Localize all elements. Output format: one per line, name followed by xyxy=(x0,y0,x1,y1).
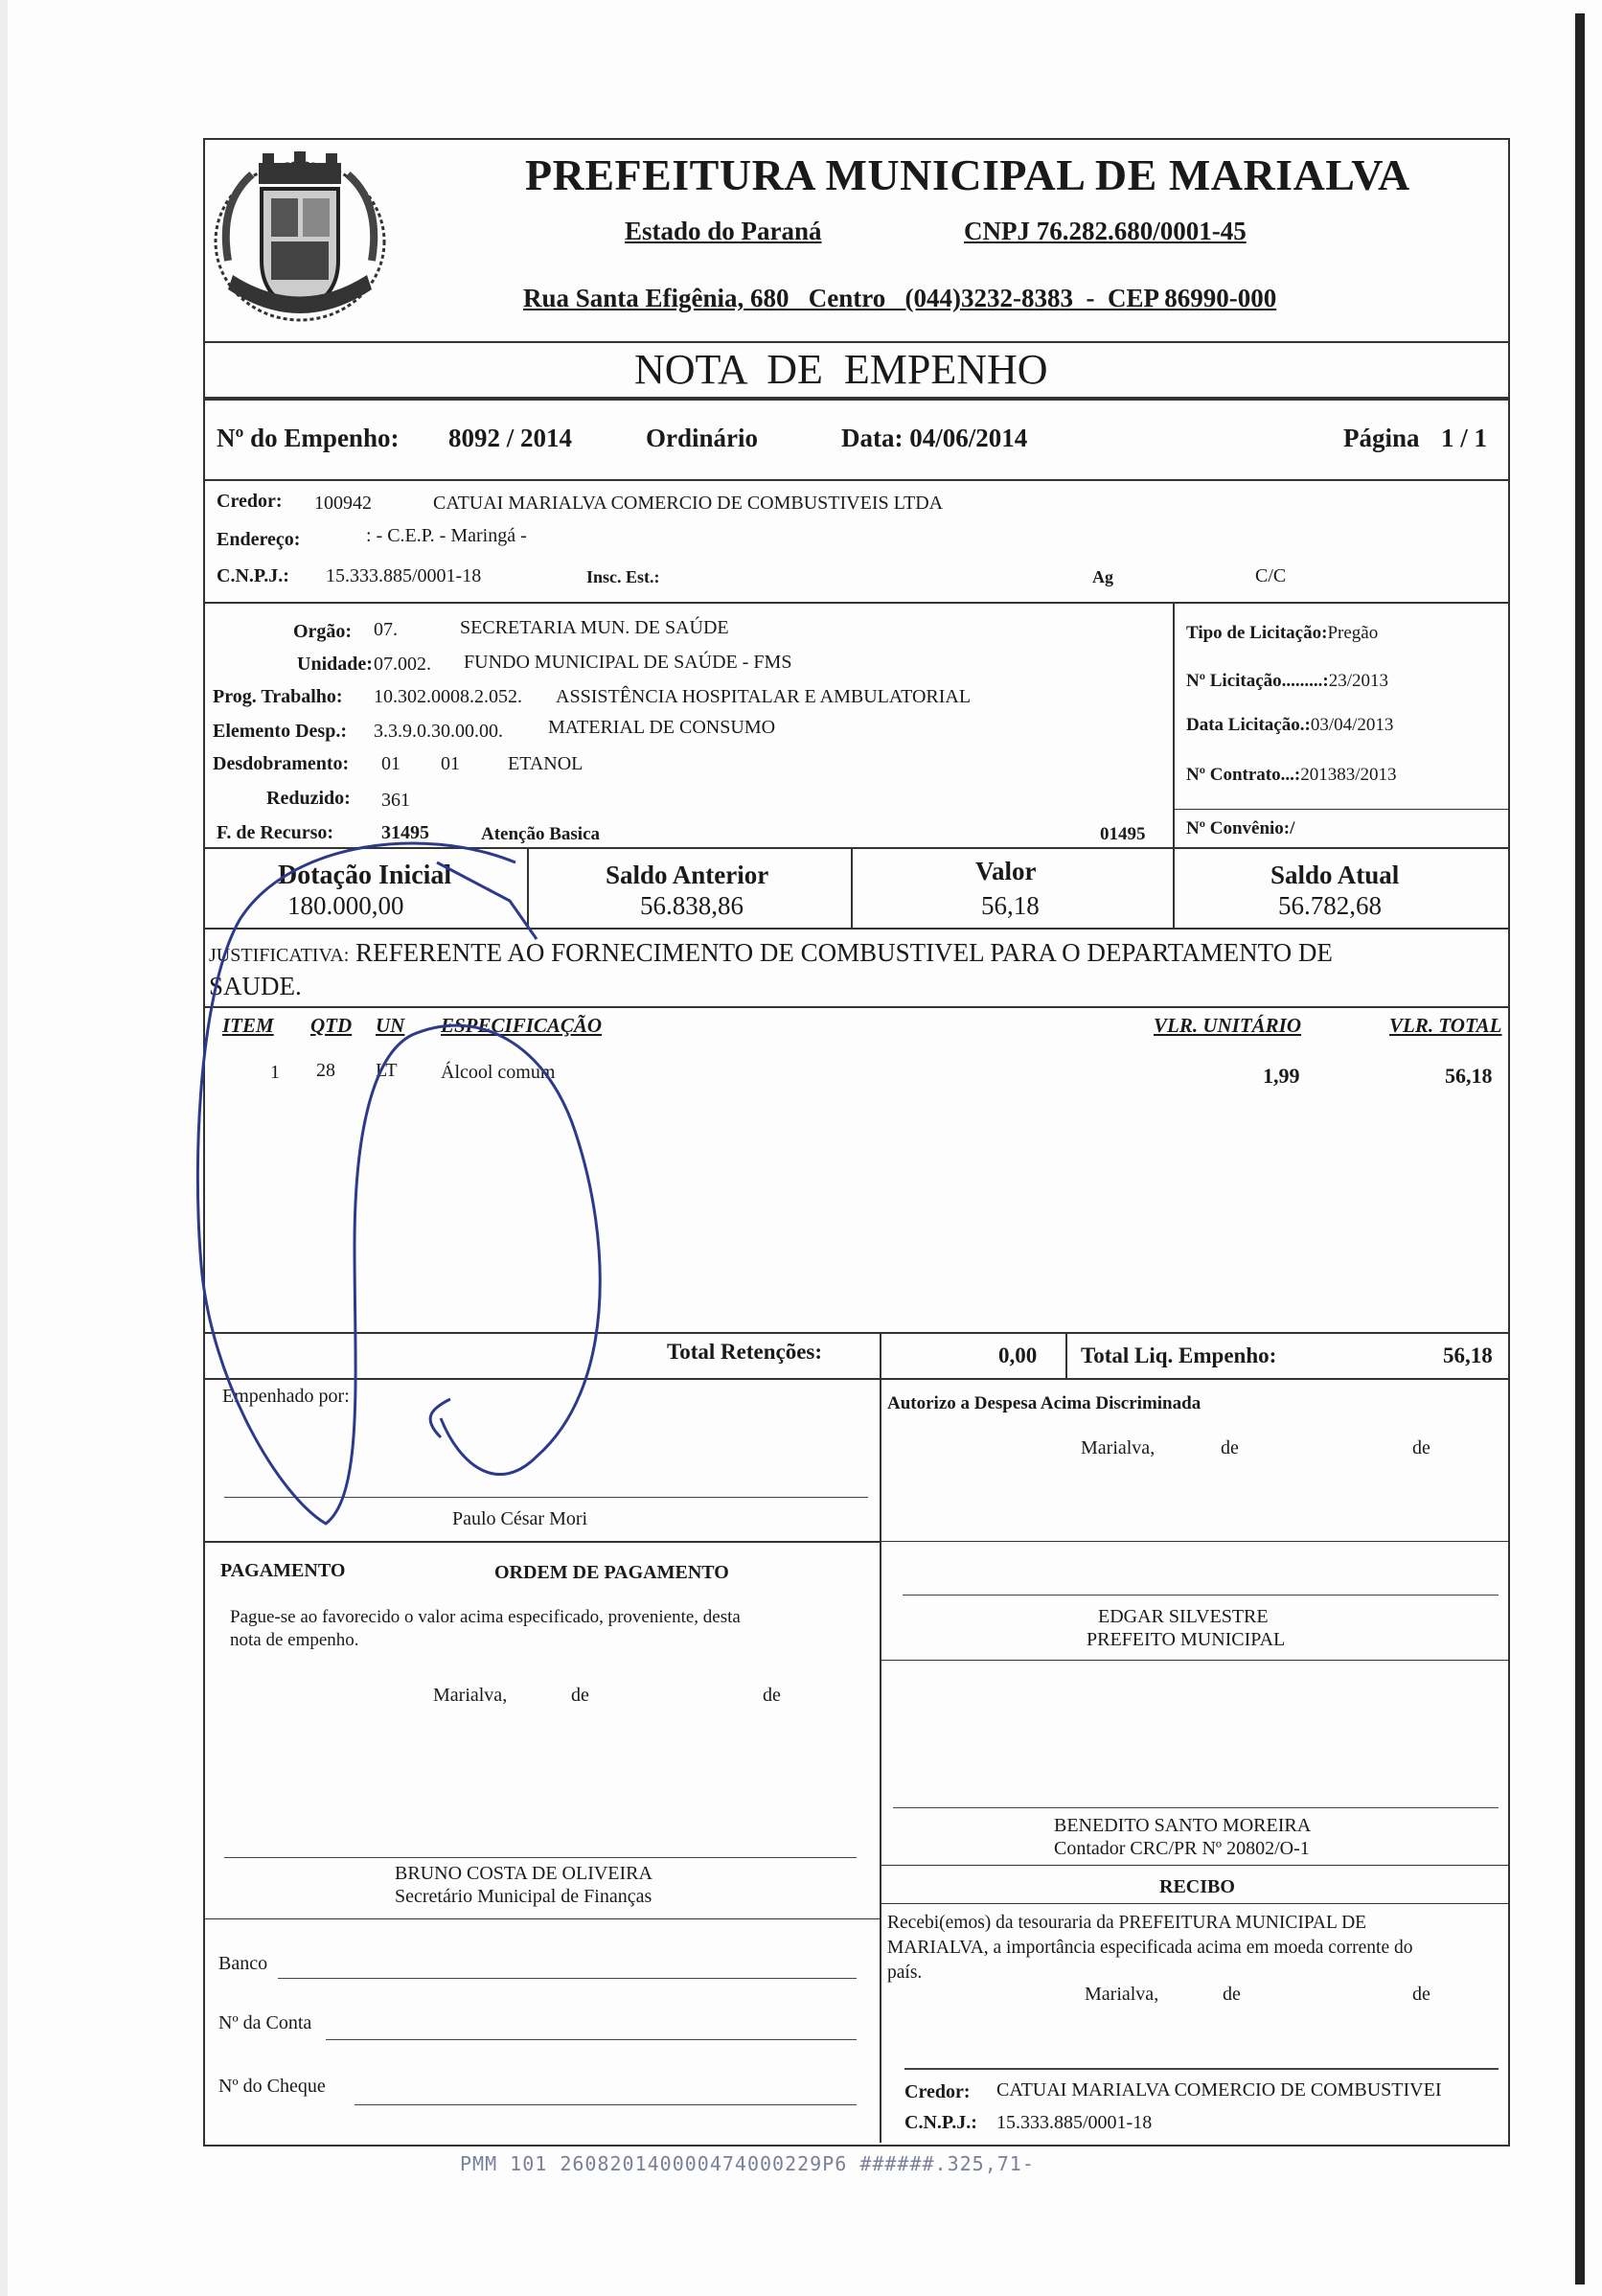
recibo-text-1: Recebi(emos) da tesouraria da PREFEITURA MUNICIPAL DE xyxy=(887,1913,1367,1933)
valor-value: 56,18 xyxy=(981,891,1040,920)
unidade-name: FUNDO MUNICIPAL DE SAÚDE - FMS xyxy=(464,652,792,673)
licitacao-date-label: Data Licitação.: xyxy=(1186,715,1311,735)
col-vlr-total: VLR. TOTAL xyxy=(1389,1014,1502,1037)
desdobramento-b: 01 xyxy=(441,753,460,774)
col-item: ITEM xyxy=(222,1014,274,1037)
ordem-pagamento-label: ORDEM DE PAGAMENTO xyxy=(494,1562,729,1583)
pague-text xyxy=(230,1606,741,1652)
recibo-de-2: de xyxy=(1412,1984,1430,2005)
tipo-licitacao-label-text: Tipo de Licitação: xyxy=(1186,623,1328,643)
conta-field[interactable] xyxy=(326,2039,857,2040)
autorizo-text: Autorizo a Despesa Acima Discriminada xyxy=(887,1393,1202,1413)
justificativa-text-1: REFERENTE AO FORNECIMENTO DE COMBUSTIVEL PARA O DEPARTAMENTO DE xyxy=(355,938,1333,967)
divider xyxy=(880,1903,1508,1904)
divider xyxy=(203,341,1508,343)
saldo-anterior-label: Saldo Anterior xyxy=(606,861,769,889)
fonte-label: F. de Recurso: xyxy=(217,822,334,843)
signature-line xyxy=(224,1497,868,1498)
divider xyxy=(1065,1332,1067,1378)
header-cnpj: CNPJ 76.282.680/0001-45 xyxy=(964,217,1247,245)
total-liq-label: Total Liq. Empenho: xyxy=(1081,1343,1277,1367)
recibo-de-1: de xyxy=(1223,1984,1241,2005)
recibo-label: RECIBO xyxy=(1159,1876,1235,1897)
divider xyxy=(527,847,529,930)
dotacao-value: 180.000,00 xyxy=(287,891,404,920)
reduzido-label: Reduzido: xyxy=(266,788,351,809)
divider xyxy=(880,1332,881,1378)
divider xyxy=(203,397,1508,401)
signature-line xyxy=(893,1807,1499,1808)
valor-label: Valor xyxy=(975,857,1037,885)
tipo-licitacao-value: Pregão xyxy=(1327,623,1379,643)
state-name: Estado do Paraná xyxy=(625,217,822,245)
empenho-type: Ordinário xyxy=(646,424,759,452)
contador-cargo: Contador CRC/PR Nº 20802/O-1 xyxy=(1054,1838,1310,1859)
row-vlr-total: 56,18 xyxy=(1445,1064,1493,1088)
col-vlr-unitario: VLR. UNITÁRIO xyxy=(1154,1014,1302,1037)
page-label: Página xyxy=(1343,424,1420,452)
prog-name: ASSISTÊNCIA HOSPITALAR E AMBULATORIAL xyxy=(556,686,972,707)
divider xyxy=(203,928,1508,930)
page-number: 1 / 1 xyxy=(1441,424,1488,452)
row-item: 1 xyxy=(270,1062,280,1083)
row-vlr-unitario: 1,99 xyxy=(1263,1064,1300,1088)
recibo-text xyxy=(887,1911,1500,1986)
row-qtd: 28 xyxy=(316,1060,335,1081)
licitacao-date: 03/04/2013 xyxy=(1310,715,1394,735)
divider xyxy=(880,1541,1508,1542)
orgao-code: 07. xyxy=(374,619,398,640)
divider xyxy=(203,602,1508,604)
prefeito-cargo: PREFEITO MUNICIPAL xyxy=(1087,1629,1286,1650)
contrato-label: Nº Contrato...: xyxy=(1186,765,1301,785)
recibo-cnpj: 15.333.885/0001-18 xyxy=(996,2112,1153,2133)
secretario-nome: BRUNO COSTA DE OLIVEIRA xyxy=(395,1863,652,1884)
desdobramento-a: 01 xyxy=(381,753,400,774)
divider xyxy=(203,1541,881,1543)
banco-label: Banco xyxy=(218,1953,268,1974)
fonte-value: 31495 xyxy=(381,822,429,843)
licitacao-number: 23/2013 xyxy=(1328,671,1389,691)
unidade-code: 07.002. xyxy=(374,654,431,675)
licitacao-number-label: Nº Licitação.........: xyxy=(1186,671,1329,691)
fonte-code: 01495 xyxy=(1100,824,1146,844)
divider xyxy=(880,1378,881,2143)
elemento-code: 3.3.9.0.30.00.00. xyxy=(374,721,503,742)
licitacao-date-row xyxy=(1186,715,1393,736)
municipality-title: PREFEITURA MUNICIPAL DE MARIALVA xyxy=(525,150,1410,199)
cheque-field[interactable] xyxy=(355,2104,857,2105)
credor-label: Credor: xyxy=(217,491,283,512)
recibo-credor-label: Credor: xyxy=(904,2081,971,2102)
elemento-label: Elemento Desp.: xyxy=(213,721,347,742)
prefeito-nome: EDGAR SILVESTRE xyxy=(1098,1606,1269,1627)
divider xyxy=(1173,809,1508,810)
secretario-cargo: Secretário Municipal de Finanças xyxy=(395,1886,652,1907)
divider xyxy=(880,1660,1508,1661)
saldo-atual-label: Saldo Atual xyxy=(1270,861,1400,889)
justificativa xyxy=(209,937,1502,1001)
saldo-atual-value: 56.782,68 xyxy=(1278,891,1382,920)
total-retencoes-value: 0,00 xyxy=(998,1343,1038,1367)
divider xyxy=(203,1006,1508,1008)
autorizo-de-1: de xyxy=(1221,1437,1239,1458)
cnpj-label: C.N.P.J.: xyxy=(217,565,289,586)
orgao-label: Orgão: xyxy=(293,621,353,642)
orgao-name: SECRETARIA MUN. DE SAÚDE xyxy=(460,617,729,638)
empenho-date: Data: 04/06/2014 xyxy=(841,424,1028,452)
ag-label: Ag xyxy=(1092,567,1113,586)
endereco-value: : - C.E.P. - Maringá - xyxy=(366,525,527,546)
recibo-credor: CATUAI MARIALVA COMERCIO DE COMBUSTIVEI xyxy=(996,2079,1442,2101)
empenho-number: 8092 / 2014 xyxy=(448,424,573,452)
col-qtd: QTD xyxy=(310,1014,353,1037)
pague-text-2: nota de empenho. xyxy=(230,1630,359,1650)
doc-title: NOTA DE EMPENHO xyxy=(634,346,1048,393)
justificativa-text-2: SAUDE. xyxy=(209,972,302,1000)
contrato-number: 201383/2013 xyxy=(1300,765,1397,785)
total-liq-value: 56,18 xyxy=(1443,1343,1493,1367)
autorizo-de-2: de xyxy=(1412,1437,1430,1458)
recibo-cnpj-label: C.N.P.J.: xyxy=(904,2112,977,2133)
contrato-row xyxy=(1186,765,1396,786)
credor-cnpj: 15.333.885/0001-18 xyxy=(326,565,482,586)
fonte-name: Atenção Basica xyxy=(481,824,601,844)
divider xyxy=(1173,847,1175,930)
divider xyxy=(203,1378,1508,1380)
reduzido-value: 361 xyxy=(381,790,410,811)
scan-edge xyxy=(0,0,8,2296)
col-especificacao: ESPECIFICAÇÃO xyxy=(441,1014,603,1037)
col-un: UN xyxy=(376,1014,405,1037)
credor-code: 100942 xyxy=(314,493,372,514)
cheque-label: Nº do Cheque xyxy=(218,2076,326,2097)
divider xyxy=(203,1918,881,1919)
cc-label: C/C xyxy=(1255,565,1287,586)
total-retencoes-label: Total Retenções: xyxy=(667,1340,823,1364)
divider xyxy=(880,1865,1508,1866)
elemento-name: MATERIAL DE CONSUMO xyxy=(548,717,776,738)
divider xyxy=(203,1332,1508,1334)
pagamento-label: PAGAMENTO xyxy=(220,1560,346,1581)
conta-label: Nº da Conta xyxy=(218,2012,312,2033)
pagamento-de-2: de xyxy=(763,1685,781,1706)
empenho-number-label: Nº do Empenho: xyxy=(217,424,400,452)
recibo-text-2: MARIALVA, a importância especificada acima em moeda corrente do xyxy=(887,1938,1413,1958)
recibo-marialva: Marialva, xyxy=(1085,1984,1159,2005)
empenhado-nome: Paulo César Mori xyxy=(452,1508,588,1529)
divider xyxy=(203,847,1508,849)
row-especificacao: Álcool comum xyxy=(441,1062,556,1083)
divider xyxy=(851,847,853,930)
signature-line xyxy=(224,1857,857,1858)
credor-name: CATUAI MARIALVA COMERCIO DE COMBUSTIVEIS LTDA xyxy=(433,493,944,514)
contador-nome: BENEDITO SANTO MOREIRA xyxy=(1054,1815,1312,1836)
justificativa-label: JUSTIFICATIVA: xyxy=(209,945,350,966)
licitacao-number-row xyxy=(1186,671,1388,692)
signature-line xyxy=(904,2068,1499,2070)
signature-line xyxy=(903,1595,1499,1596)
convenio-label: Nº Convênio:/ xyxy=(1186,818,1295,838)
prog-label: Prog. Trabalho: xyxy=(213,686,343,707)
autorizo-marialva: Marialva, xyxy=(1081,1437,1156,1458)
banco-field[interactable] xyxy=(278,1978,857,1979)
dotacao-label: Dotação Inicial xyxy=(278,861,452,890)
pague-text-1: Pague-se ao favorecido o valor acima especificado, proveniente, desta xyxy=(230,1607,741,1627)
endereco-label: Endereço: xyxy=(217,529,301,550)
unidade-label: Unidade: xyxy=(297,654,373,675)
scan-edge-right xyxy=(1575,13,1585,2285)
pagamento-marialva: Marialva, xyxy=(433,1685,508,1706)
insc-label: Insc. Est.: xyxy=(586,567,660,586)
prog-code: 10.302.0008.2.052. xyxy=(374,686,522,707)
footer-stamp: PMM 101 260820140000474000229P6 ######.325,71- xyxy=(460,2152,1035,2175)
saldo-anterior-value: 56.838,86 xyxy=(640,891,744,920)
divider xyxy=(1173,602,1175,847)
tipo-licitacao-label xyxy=(1186,623,1378,644)
desdobramento-name: ETANOL xyxy=(508,753,584,774)
desdobramento-label: Desdobramento: xyxy=(213,753,350,774)
divider xyxy=(203,479,1508,481)
empenhado-label: Empenhado por: xyxy=(222,1386,350,1407)
crest-logo xyxy=(209,146,391,337)
header-address: Rua Santa Efigênia, 680 Centro (044)3232-8383 - CEP 86990-000 xyxy=(523,284,1277,312)
recibo-text-3: país. xyxy=(887,1963,923,1983)
pagamento-de-1: de xyxy=(571,1685,589,1706)
row-un: LT xyxy=(376,1060,398,1081)
